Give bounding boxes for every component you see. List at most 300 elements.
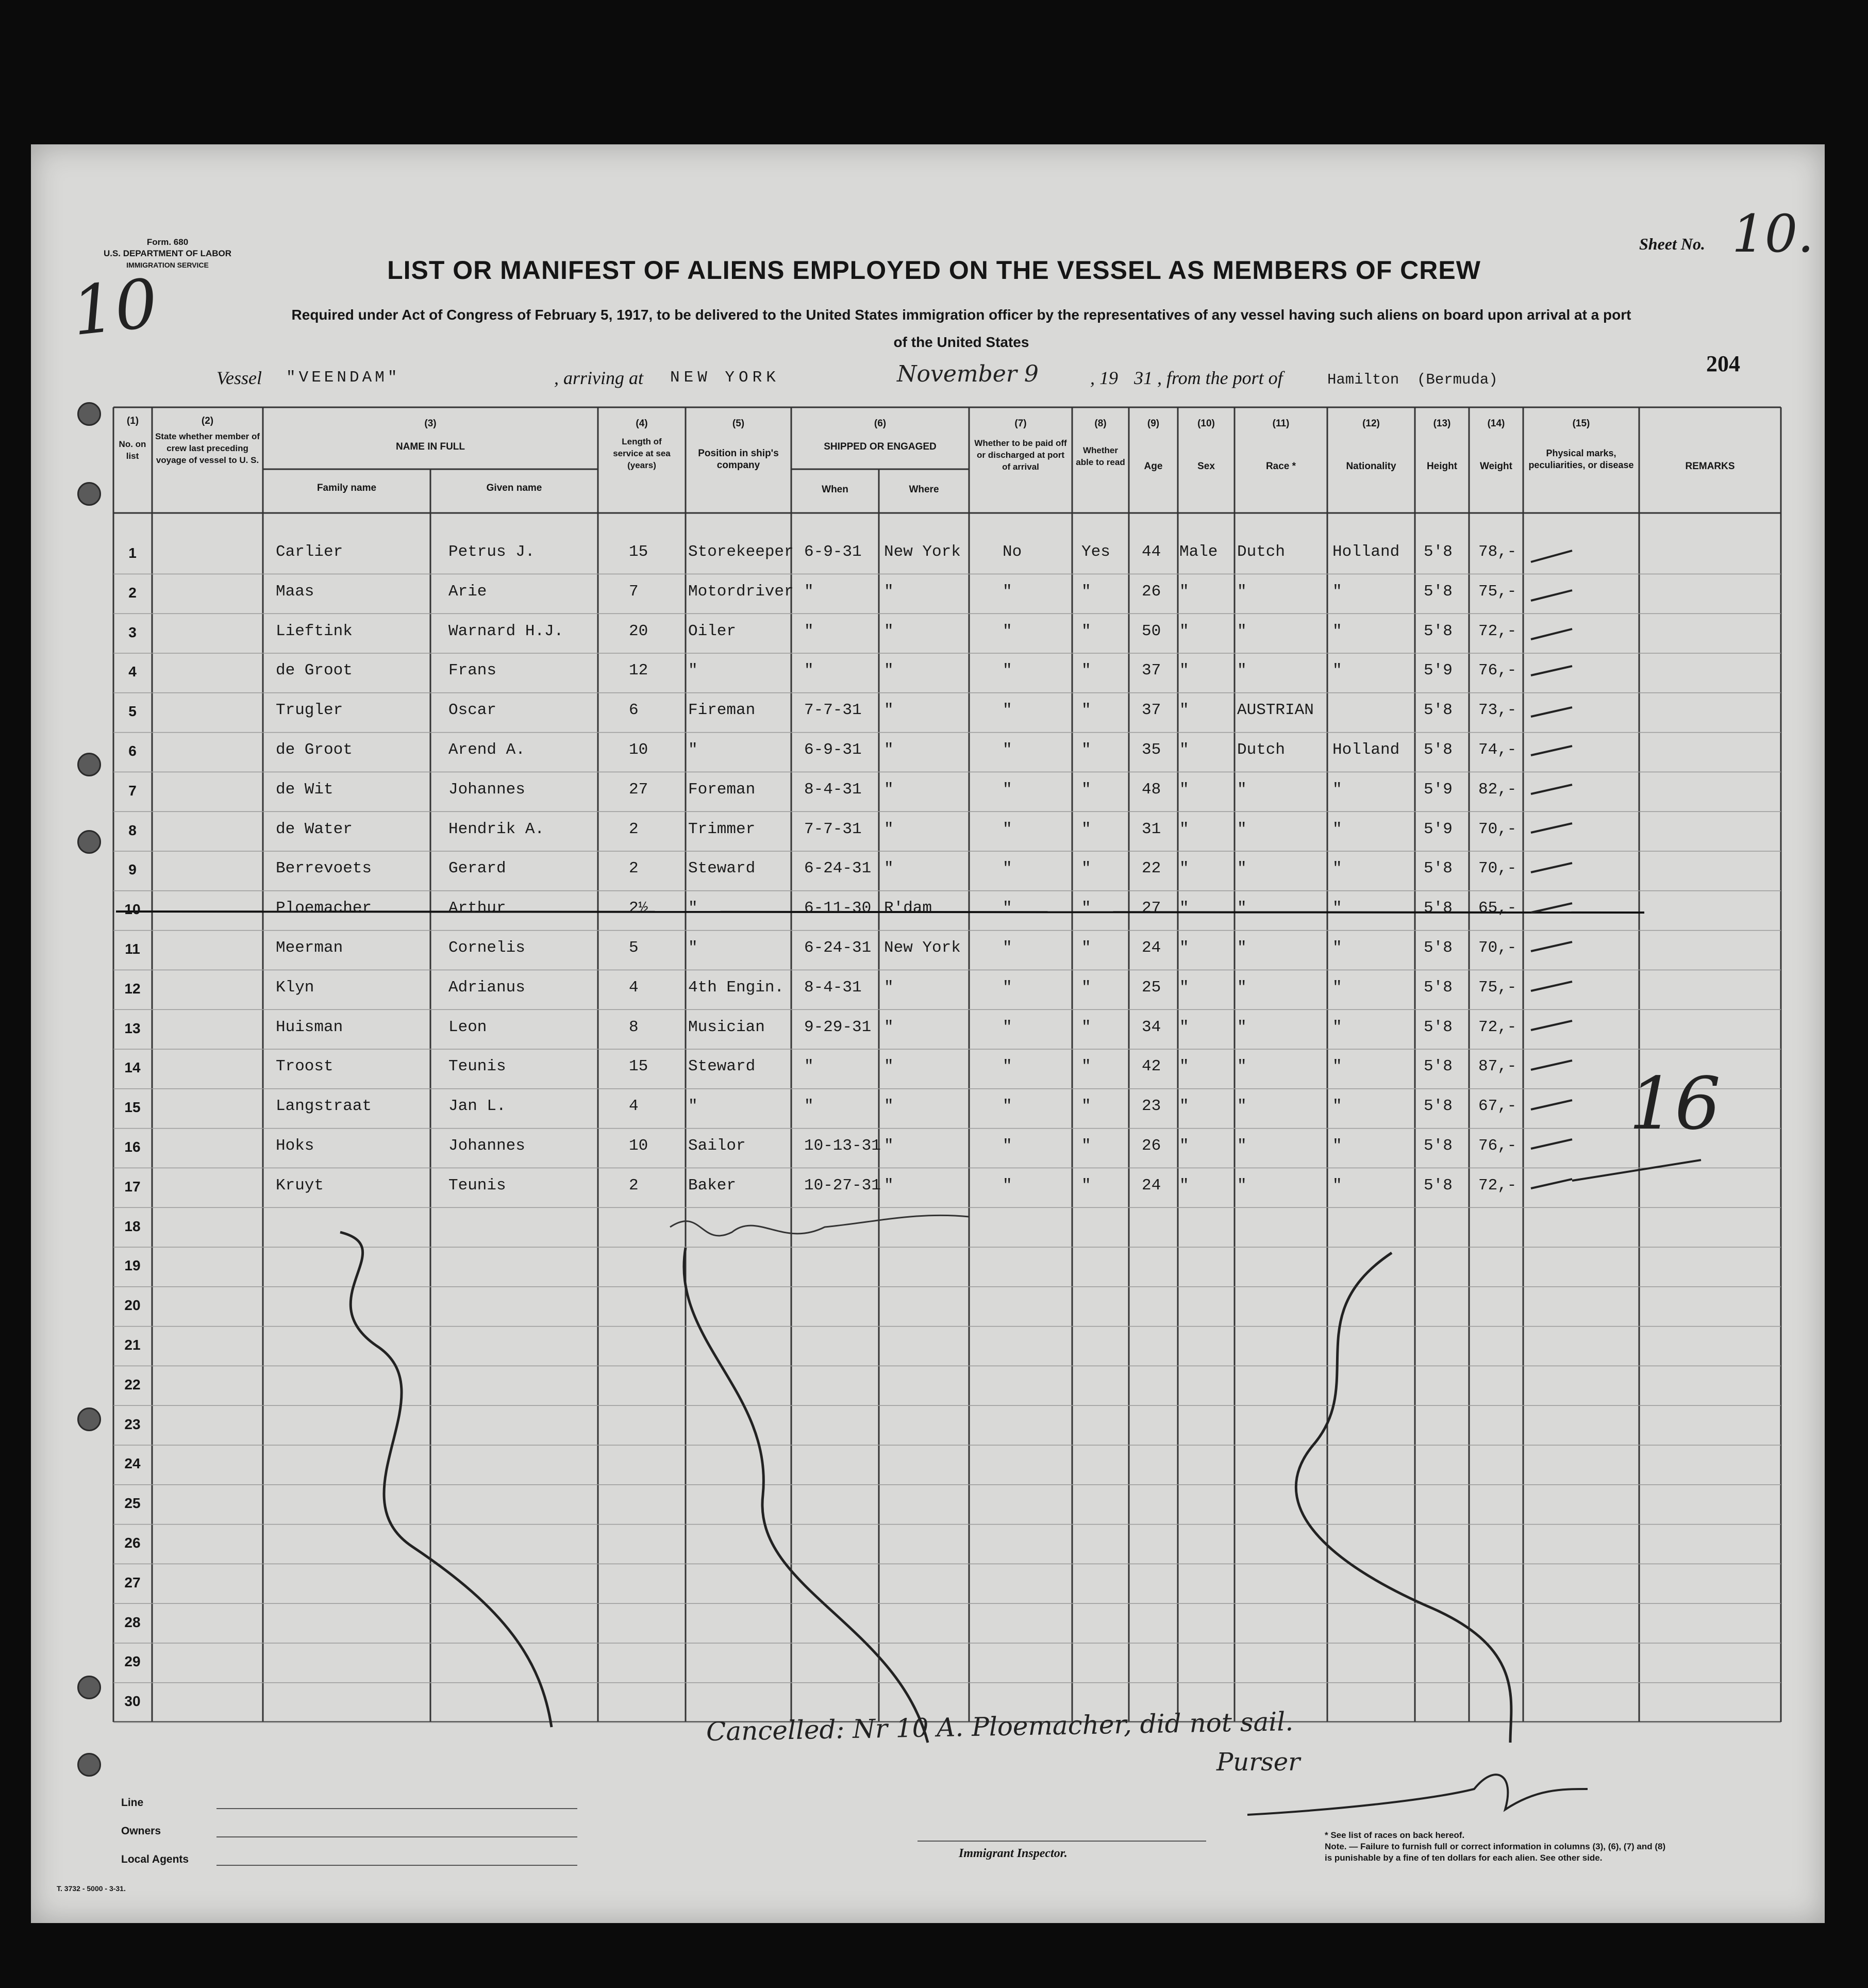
cell-position: "	[688, 939, 698, 957]
cell-height: 5'8	[1424, 1176, 1453, 1195]
cell-sex: "	[1179, 899, 1189, 918]
col3-given-header: Given name	[486, 483, 542, 493]
cell-sex: "	[1179, 939, 1189, 957]
cell-sex: "	[1179, 1057, 1189, 1076]
cell-when: 10-27-31	[804, 1176, 881, 1195]
col1-header: No. on list	[119, 439, 146, 461]
cell-height: 5'8	[1424, 939, 1453, 957]
col4-num: (4)	[636, 418, 648, 429]
cell-sex: "	[1179, 622, 1189, 640]
cell-nat: Holland	[1332, 543, 1400, 561]
cell-read: "	[1081, 622, 1091, 640]
cell-nat: "	[1332, 1018, 1342, 1036]
cell-given: Warnard H.J.	[448, 622, 564, 640]
footnote-3: is punishable by a fine of ten dollars for each alien. See other side.	[1325, 1853, 1603, 1863]
col13-num: (13)	[1433, 418, 1451, 429]
cell-age: 22	[1142, 859, 1161, 878]
col6-num: (6)	[874, 418, 887, 429]
service-name: IMMIGRATION SERVICE	[126, 261, 209, 269]
cell-read: "	[1081, 1097, 1091, 1116]
cell-height: 5'8	[1424, 1097, 1453, 1116]
cell-race: "	[1237, 939, 1247, 957]
cell-service: 4	[629, 978, 639, 997]
row-number: 29	[124, 1653, 141, 1670]
cell-where: "	[884, 859, 894, 878]
cell-paid: "	[1003, 1176, 1012, 1195]
cell-given: Oscar	[448, 701, 497, 720]
cell-weight: 75,-	[1478, 978, 1517, 997]
cell-where: "	[884, 741, 894, 759]
cell-paid: No	[1003, 543, 1022, 561]
cell-read: "	[1081, 1137, 1091, 1155]
col8-num: (8)	[1094, 418, 1107, 429]
col12-header: Nationality	[1346, 461, 1396, 472]
cell-weight: 76,-	[1478, 661, 1517, 680]
cell-weight: 72,-	[1478, 1018, 1517, 1036]
row-number: 8	[128, 822, 137, 838]
cell-where: "	[884, 622, 894, 640]
cell-where: R'dam	[884, 899, 932, 918]
cell-position: Steward	[688, 1057, 756, 1076]
cell-paid: "	[1003, 1137, 1012, 1155]
cell-position: Storekeeper	[688, 543, 794, 561]
row-number: 27	[124, 1574, 141, 1591]
footer-line-rule	[216, 1808, 577, 1809]
cell-family: Langstraat	[276, 1097, 372, 1116]
cell-age: 27	[1142, 899, 1161, 918]
row-number: 20	[124, 1297, 141, 1314]
cell-position: Trimmer	[688, 820, 756, 838]
cell-service: 8	[629, 1018, 639, 1036]
cell-race: "	[1237, 978, 1247, 997]
cell-nat: "	[1332, 820, 1342, 838]
cell-where: "	[884, 661, 894, 680]
cell-sex: Male	[1179, 543, 1218, 561]
col6-header: SHIPPED OR ENGAGED	[824, 441, 937, 452]
cell-weight: 87,-	[1478, 1057, 1517, 1076]
cell-height: 5'9	[1424, 780, 1453, 799]
arriving-label: , arriving at	[554, 368, 644, 388]
cell-nat: "	[1332, 661, 1342, 680]
footer-agents-rule	[216, 1865, 577, 1866]
col11-header: Race *	[1265, 461, 1296, 472]
cell-given: Hendrik A.	[448, 820, 545, 838]
cell-service: 5	[629, 939, 639, 957]
cell-paid: "	[1003, 661, 1012, 680]
cell-paid: "	[1003, 701, 1012, 720]
row-number: 16	[124, 1139, 141, 1155]
footer-line-label: Line	[121, 1797, 144, 1809]
count-mark: 16	[1629, 1062, 1721, 1146]
cell-nat: "	[1332, 1137, 1342, 1155]
cell-position: "	[688, 661, 698, 680]
cell-nat: "	[1332, 939, 1342, 957]
cell-paid: "	[1003, 939, 1012, 957]
cell-weight: 75,-	[1478, 582, 1517, 601]
inspector-label: Immigrant Inspector.	[959, 1847, 1068, 1860]
cell-read: "	[1081, 780, 1091, 799]
cell-paid: "	[1003, 1057, 1012, 1076]
cell-race: Dutch	[1237, 543, 1286, 561]
cell-where: New York	[884, 543, 961, 561]
col5-header: Position in ship's company	[698, 448, 779, 471]
row-number: 15	[124, 1099, 141, 1116]
row-number: 21	[124, 1337, 141, 1353]
cell-when: 6-11-30	[804, 899, 872, 918]
cell-when: 7-7-31	[804, 701, 862, 720]
cell-given: Leon	[448, 1018, 487, 1036]
row-number: 14	[124, 1059, 141, 1076]
cell-when: 10-13-31	[804, 1137, 881, 1155]
cell-position: Musician	[688, 1018, 765, 1036]
year: 31	[1134, 368, 1153, 388]
form-number: Form. 680	[146, 237, 189, 247]
cell-age: 37	[1142, 701, 1161, 720]
footer-owners-label: Owners	[121, 1825, 161, 1837]
cell-age: 50	[1142, 622, 1161, 640]
footer-code: T. 3732 - 5000 - 3-31.	[57, 1884, 126, 1893]
cell-given: Arend A.	[448, 741, 525, 759]
cell-nat: "	[1332, 622, 1342, 640]
cell-height: 5'8	[1424, 899, 1453, 918]
document-title: LIST OR MANIFEST OF ALIENS EMPLOYED ON THE VESSEL AS MEMBERS OF CREW	[387, 256, 1481, 285]
footnote-1: * See list of races on back hereof.	[1325, 1830, 1465, 1840]
row-number: 4	[128, 664, 137, 680]
cell-read: "	[1081, 1176, 1091, 1195]
cell-nat: Holland	[1332, 741, 1400, 759]
cell-family: de Water	[276, 820, 353, 838]
cell-age: 23	[1142, 1097, 1161, 1116]
row-number: 10	[124, 901, 141, 918]
cell-weight: 70,-	[1478, 820, 1517, 838]
cell-given: Jan L.	[448, 1097, 506, 1116]
row-number: 6	[128, 743, 137, 759]
cell-weight: 67,-	[1478, 1097, 1517, 1116]
col13-header: Height	[1426, 461, 1458, 472]
row-number: 25	[124, 1495, 141, 1512]
cell-service: 4	[629, 1097, 639, 1116]
sheet-label: Sheet No.	[1639, 235, 1705, 253]
cell-when: 6-9-31	[804, 741, 862, 759]
cell-height: 5'8	[1424, 741, 1453, 759]
cell-family: Berrevoets	[276, 859, 372, 878]
cell-paid: "	[1003, 820, 1012, 838]
cell-service: 10	[629, 1137, 648, 1155]
col4-header: Length of service at sea (years)	[613, 437, 671, 470]
col11-num: (11)	[1272, 418, 1290, 429]
col12-num: (12)	[1362, 418, 1380, 429]
cell-weight: 70,-	[1478, 939, 1517, 957]
row-number: 26	[124, 1535, 141, 1551]
cell-race: "	[1237, 1137, 1247, 1155]
cell-given: Teunis	[448, 1057, 506, 1076]
vessel-name: "VEENDAM"	[286, 369, 401, 387]
col10-header: Sex	[1197, 461, 1215, 472]
cell-paid: "	[1003, 780, 1012, 799]
col2-header: State whether member of crew last preceding voyage of vessel to U. S.	[155, 432, 260, 465]
cell-family: de Wit	[276, 780, 333, 799]
cell-service: 20	[629, 622, 648, 640]
cell-paid: "	[1003, 1018, 1012, 1036]
footer-agents-label: Local Agents	[121, 1853, 189, 1865]
cell-family: Huisman	[276, 1018, 343, 1036]
from-port: Hamilton (Bermuda)	[1327, 371, 1498, 388]
cell-age: 26	[1142, 582, 1161, 601]
cell-given: Teunis	[448, 1176, 506, 1195]
cell-sex: "	[1179, 780, 1189, 799]
cell-read: "	[1081, 899, 1091, 918]
row-number: 18	[124, 1218, 141, 1234]
cell-given: Johannes	[448, 780, 525, 799]
cell-service: 2	[629, 820, 639, 838]
col10-num: (10)	[1197, 418, 1215, 429]
row-number: 13	[124, 1020, 141, 1036]
cell-position: "	[688, 741, 698, 759]
cell-when: 6-9-31	[804, 543, 862, 561]
cell-height: 5'8	[1424, 1137, 1453, 1155]
cell-service: 12	[629, 661, 648, 680]
year-prefix: , 19	[1090, 368, 1118, 388]
cell-where: "	[884, 820, 894, 838]
cell-paid: "	[1003, 741, 1012, 759]
row-number: 22	[124, 1376, 141, 1393]
cell-height: 5'8	[1424, 1057, 1453, 1076]
cell-paid: "	[1003, 622, 1012, 640]
col7-header: Whether to be paid off or discharged at port of arrival	[974, 438, 1067, 472]
cell-family: Hoks	[276, 1137, 314, 1155]
cell-sex: "	[1179, 1097, 1189, 1116]
cell-race: AUSTRIAN	[1237, 701, 1314, 720]
cell-service: 6	[629, 701, 639, 720]
cell-service: 15	[629, 543, 648, 561]
cell-race: "	[1237, 859, 1247, 878]
cell-when: 8-4-31	[804, 780, 862, 799]
footer-owners-rule	[216, 1836, 577, 1837]
cell-race: "	[1237, 780, 1247, 799]
cell-when: "	[804, 1057, 814, 1076]
cell-given: Johannes	[448, 1137, 525, 1155]
cell-weight: 73,-	[1478, 701, 1517, 720]
cell-paid: "	[1003, 582, 1012, 601]
cell-age: 34	[1142, 1018, 1161, 1036]
cell-where: "	[884, 978, 894, 997]
col8-header: Whether able to read	[1076, 445, 1125, 467]
col9-num: (9)	[1147, 418, 1160, 429]
cell-position: Fireman	[688, 701, 756, 720]
cell-service: 2	[629, 859, 639, 878]
row-number: 1	[128, 545, 137, 561]
row-number: 9	[128, 862, 137, 878]
from-label: , from the port of	[1157, 368, 1283, 388]
cell-service: 2½	[629, 899, 648, 918]
cell-weight: 72,-	[1478, 622, 1517, 640]
cell-family: Kruyt	[276, 1176, 324, 1195]
cell-position: Foreman	[688, 780, 756, 799]
col14-header: Weight	[1480, 461, 1512, 472]
cell-when: "	[804, 622, 814, 640]
cell-family: Ploemacher	[276, 899, 372, 918]
cell-where: "	[884, 1057, 894, 1076]
arrival-port: NEW YORK	[670, 369, 780, 387]
cell-given: Frans	[448, 661, 497, 680]
cell-family: Maas	[276, 582, 314, 601]
col3-family-header: Family name	[316, 483, 377, 493]
col1-num: (1)	[126, 416, 139, 426]
cell-race: "	[1237, 1018, 1247, 1036]
col2-num: (2)	[201, 416, 214, 426]
cell-paid: "	[1003, 859, 1012, 878]
cell-when: 8-4-31	[804, 978, 862, 997]
corner-mark: 10	[68, 263, 161, 351]
cell-nat: "	[1332, 859, 1342, 878]
cell-height: 5'8	[1424, 701, 1453, 720]
cell-race: "	[1237, 1176, 1247, 1195]
cell-given: Petrus J.	[448, 543, 535, 561]
cell-sex: "	[1179, 661, 1189, 680]
cell-race: "	[1237, 622, 1247, 640]
cell-race: "	[1237, 820, 1247, 838]
cancelled-note: Cancelled: Nr 10 A. Ploemacher, did not sail.	[706, 1707, 1294, 1747]
cell-family: Trugler	[276, 701, 343, 720]
cell-family: Troost	[276, 1057, 333, 1076]
cell-family: Lieftink	[276, 622, 353, 640]
cell-read: "	[1081, 859, 1091, 878]
cell-service: 7	[629, 582, 639, 601]
cell-weight: 78,-	[1478, 543, 1517, 561]
cell-weight: 76,-	[1478, 1137, 1517, 1155]
cell-weight: 74,-	[1478, 741, 1517, 759]
cell-race: Dutch	[1237, 741, 1286, 759]
cell-when: 6-24-31	[804, 939, 872, 957]
col14-num: (14)	[1487, 418, 1505, 429]
cell-race: "	[1237, 1057, 1247, 1076]
cell-service: 10	[629, 741, 648, 759]
cell-family: Carlier	[276, 543, 343, 561]
cell-when: 7-7-31	[804, 820, 862, 838]
cell-height: 5'8	[1424, 859, 1453, 878]
cell-where: "	[884, 701, 894, 720]
cell-service: 2	[629, 1176, 639, 1195]
required-line-2: of the United States	[893, 334, 1029, 350]
cell-family: Meerman	[276, 939, 343, 957]
purser-label: Purser	[1216, 1748, 1300, 1777]
row-number: 17	[124, 1178, 141, 1195]
col5-num: (5)	[732, 418, 745, 429]
cell-sex: "	[1179, 978, 1189, 997]
cell-sex: "	[1179, 1137, 1189, 1155]
cell-nat: "	[1332, 582, 1342, 601]
cell-age: 26	[1142, 1137, 1161, 1155]
col16-header: REMARKS	[1685, 461, 1735, 472]
cell-given: Cornelis	[448, 939, 525, 957]
cell-height: 5'8	[1424, 1018, 1453, 1036]
cell-read: "	[1081, 1057, 1091, 1076]
cell-weight: 72,-	[1478, 1176, 1517, 1195]
cell-given: Adrianus	[448, 978, 525, 997]
cell-position: Baker	[688, 1176, 737, 1195]
cell-height: 5'9	[1424, 820, 1453, 838]
cell-position: Oiler	[688, 622, 737, 640]
cell-when: "	[804, 582, 814, 601]
cell-family: Klyn	[276, 978, 314, 997]
row-number: 2	[128, 584, 137, 601]
cell-position: Motordriver	[688, 582, 794, 601]
cell-age: 24	[1142, 939, 1161, 957]
cell-nat: "	[1332, 780, 1342, 799]
row-number: 7	[128, 782, 137, 799]
cell-where: "	[884, 1137, 894, 1155]
col7-num: (7)	[1014, 418, 1027, 429]
row-number: 3	[128, 624, 137, 640]
cell-race: "	[1237, 582, 1247, 601]
cell-sex: "	[1179, 741, 1189, 759]
cell-sex: "	[1179, 820, 1189, 838]
cell-sex: "	[1179, 701, 1189, 720]
inspector-rule	[918, 1841, 1206, 1842]
cell-given: Gerard	[448, 859, 506, 878]
cell-age: 37	[1142, 661, 1161, 680]
cell-age: 25	[1142, 978, 1161, 997]
row-number: 12	[124, 980, 141, 997]
vessel-label: Vessel	[216, 368, 262, 388]
col3-num: (3)	[424, 418, 437, 429]
cell-read: "	[1081, 741, 1091, 759]
cell-age: 35	[1142, 741, 1161, 759]
cell-paid: "	[1003, 1097, 1012, 1116]
cell-position: Sailor	[688, 1137, 746, 1155]
cell-nat: "	[1332, 978, 1342, 997]
cell-read: "	[1081, 978, 1091, 997]
cell-given: Arthur	[448, 899, 506, 918]
cell-weight: 70,-	[1478, 859, 1517, 878]
col15-num: (15)	[1572, 418, 1590, 429]
cell-where: "	[884, 582, 894, 601]
cell-race: "	[1237, 899, 1247, 918]
footnote-2: Note. — Failure to furnish full or correct information in columns (3), (6), (7) and (8)	[1325, 1842, 1666, 1851]
cell-service: 27	[629, 780, 648, 799]
cell-read: Yes	[1081, 543, 1110, 561]
cell-read: "	[1081, 820, 1091, 838]
row-number: 30	[124, 1693, 141, 1710]
cell-read: "	[1081, 1018, 1091, 1036]
cell-race: "	[1237, 661, 1247, 680]
cell-age: 24	[1142, 1176, 1161, 1195]
cell-where: "	[884, 1097, 894, 1116]
arrival-date: November 9	[897, 361, 1039, 387]
cell-race: "	[1237, 1097, 1247, 1116]
cell-when: "	[804, 1097, 814, 1116]
cell-where: "	[884, 1018, 894, 1036]
cell-age: 48	[1142, 780, 1161, 799]
cell-nat: "	[1332, 899, 1342, 918]
row-number: 11	[125, 941, 140, 957]
cell-height: 5'8	[1424, 582, 1453, 601]
required-line-1: Required under Act of Congress of February 5, 1917, to be delivered to the United States immigration officer by the representatives of any vessel having such aliens on board upon arrival at a port	[291, 307, 1631, 323]
cell-sex: "	[1179, 1018, 1189, 1036]
sheet-number: 10.	[1732, 204, 1814, 264]
page-number: 204	[1706, 351, 1740, 376]
col6-when-header: When	[822, 484, 848, 495]
cell-nat: "	[1332, 1097, 1342, 1116]
col6-where-header: Where	[909, 484, 939, 495]
cell-read: "	[1081, 939, 1091, 957]
cell-age: 31	[1142, 820, 1161, 838]
cell-position: "	[688, 899, 698, 918]
cell-family: de Groot	[276, 741, 353, 759]
cell-nat: "	[1332, 1057, 1342, 1076]
cell-paid: "	[1003, 978, 1012, 997]
col15-header: Physical marks, peculiarities, or disease	[1528, 448, 1634, 470]
